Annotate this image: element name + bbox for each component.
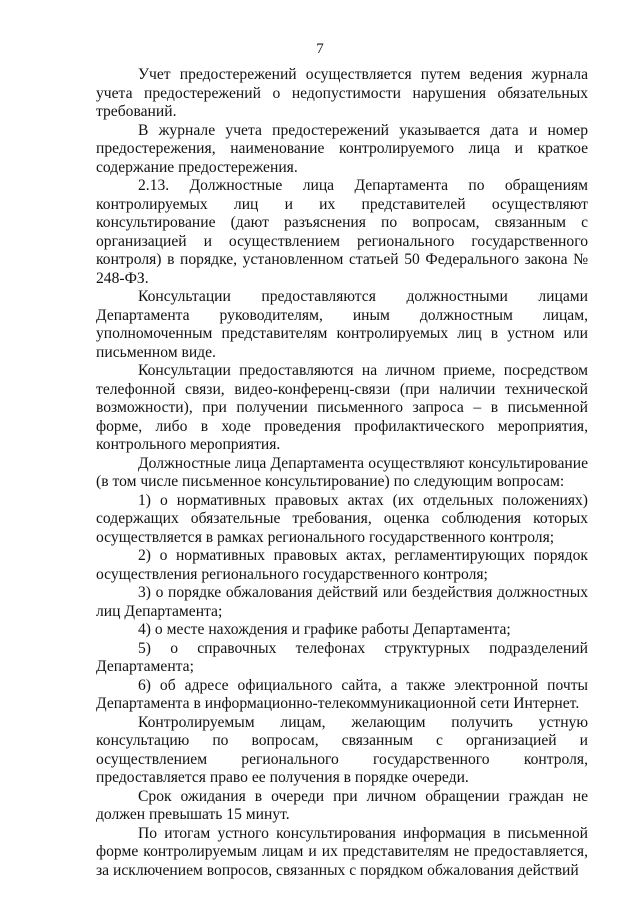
list-item-4: 4) о месте нахождения и графике работы Департамента; — [138, 621, 511, 638]
list-item-6: 6) об адресе официального сайта, а также электронной почты Департамента в информационно-телекоммуникационной сети Интернет. — [96, 676, 588, 712]
list-item-2: 2) о нормативных правовых актах, регламентирующих порядок осуществления регионального государственного контроля; — [96, 547, 588, 583]
paragraph-2-13: 2.13. Должностные лица Департамента по обращениям контролируемых лиц и их представителей осуществляют консультирование (дают разъяснения по вопросам, связанным с организацией и осуществлением регионального государственного контроля) в порядке, установленном статьей 50 Федерального закона № 248-ФЗ. — [96, 177, 588, 287]
list-item-1: 1) о нормативных правовых актах (их отдельных положениях) содержащих обязательные требования, оценка соблюдения которых осуществляется в рамках регионального государственного контроля; — [96, 491, 588, 546]
page-number: 7 — [316, 41, 324, 57]
paragraph-consultation-topics: Должностные лица Департамента осуществляют консультирование (в том числе письменное консультирование) по следующим вопросам: — [96, 454, 588, 490]
paragraph-consultation-methods: Консультации предоставляются на личном приеме, посредством телефонной связи, видео-конференц-связи (при наличии технической возможности), при получении письменного запроса – в письменной форме, либо в ходе проведения профилактического мероприятия, контрольного мероприятия. — [96, 362, 588, 453]
list-item-5: 5) о справочных телефонах структурных подразделений Департамента; — [96, 639, 588, 675]
paragraph-consultations-provided: Консультации предоставляются должностными лицами Департамента руководителям, иным должностным лицам, уполномоченным представителям контролируемых лиц в устном или письменном виде. — [96, 288, 588, 361]
document-body — [96, 66, 588, 880]
paragraph-journal: Учет предостережений осуществляется путем ведения журнала учета предостережений о недопустимости нарушения обязательных требований. — [96, 66, 588, 120]
paragraph-waiting-time: Срок ожидания в очереди при личном обращении граждан не должен превышать 15 минут. — [96, 787, 588, 823]
paragraph-written-information: По итогам устного консультирования информация в письменной форме контролируемым лицам и их представителям не предоставляется, за исключением вопросов, связанных с порядком обжалования действий — [96, 824, 588, 879]
paragraph-oral-consultation-queue: Контролируемым лицам, желающим получить устную консультацию по вопросам, связанным с организацией и осуществлением регионального государственного контроля, предоставляется право ее получения в порядке очереди. — [96, 713, 588, 786]
list-item-3: 3) о порядке обжалования действий или бездействия должностных лиц Департамента; — [96, 584, 588, 620]
paragraph-journal-contents: В журнале учета предостережений указывается дата и номер предостережения, наименование контролируемого лица и краткое содержание предостережения. — [96, 121, 588, 176]
